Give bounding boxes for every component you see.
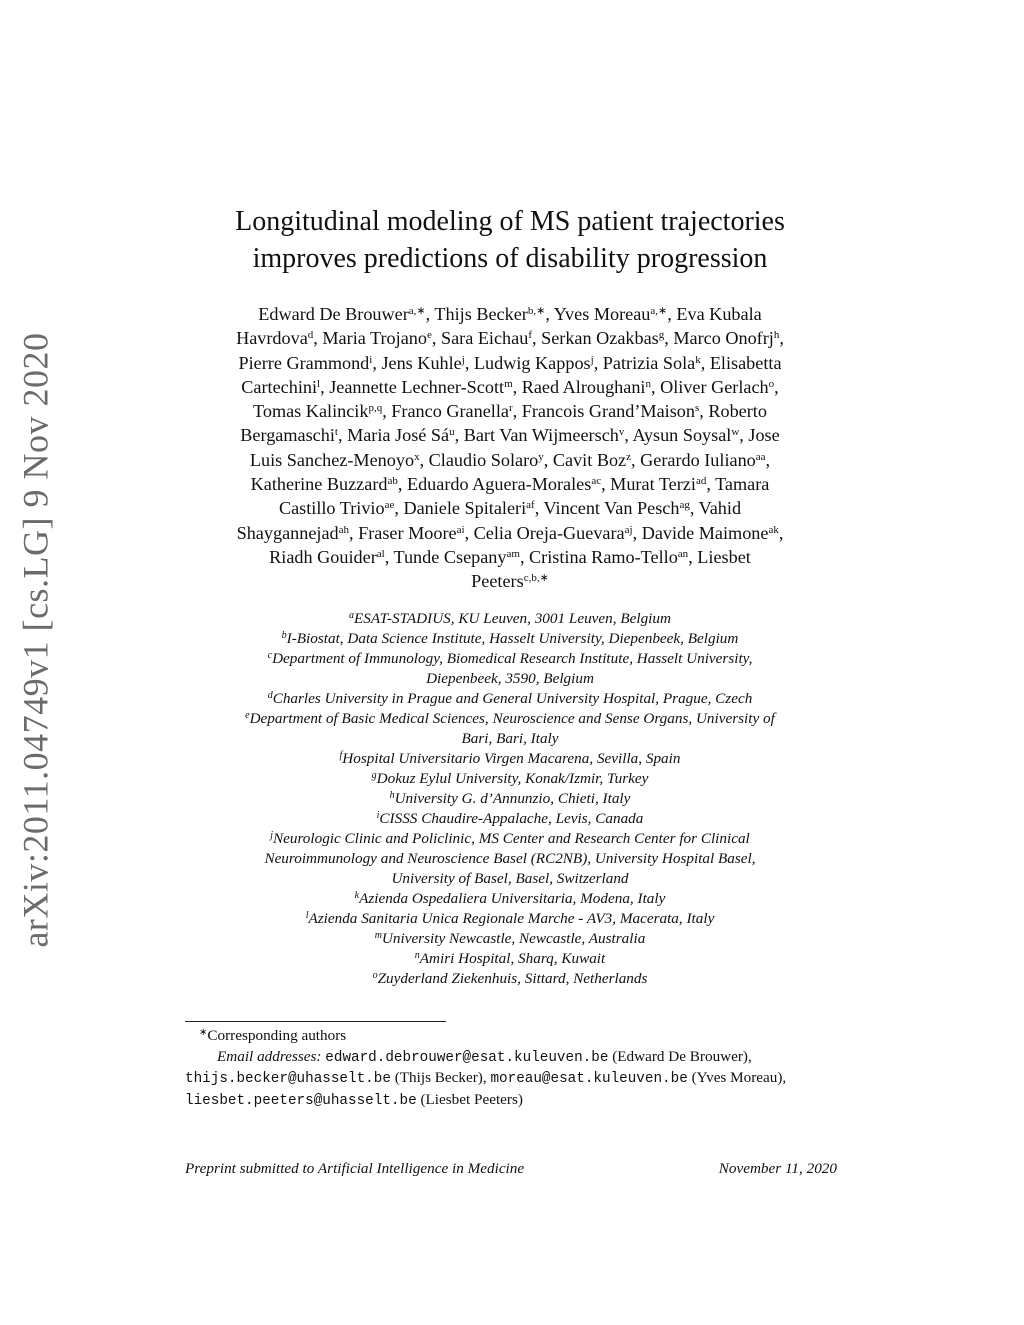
author-sup: n (645, 377, 651, 390)
affiliation-j: $^j$Neurologic Clinic and Policlinic, MS Center and Research Center for Clinical (270, 830, 750, 847)
author-name: Maria Trojano (322, 328, 427, 349)
author-name: Serkan Ozakbas (541, 328, 659, 349)
author-sup: j (590, 353, 594, 366)
author-name: Patrizia Sola (602, 352, 696, 373)
author-name: Jeannette Lechner-Scott (329, 376, 505, 397)
author-sup: aa (755, 450, 766, 463)
author-name-part: Vahid (698, 498, 742, 519)
author-sup: k (695, 353, 701, 366)
author-name-part: Elisabetta (709, 352, 782, 373)
email-link[interactable]: edward.debrouwer@esat.kuleuven.be (325, 1049, 609, 1066)
author-sup: al (376, 547, 385, 560)
author-name-part: Tamara (715, 474, 770, 495)
author-sup: f (528, 329, 532, 342)
author-sup: a,∗ (408, 305, 426, 317)
author-name: Murat Terzi (610, 474, 696, 495)
author-sup: x (414, 450, 420, 463)
affiliation-h: $^h$University G. d’Annunzio, Chieti, Italy (389, 790, 631, 807)
author-name: Sara Eichau (440, 328, 529, 349)
author-sup: i (369, 353, 373, 366)
author-sup: r (508, 402, 513, 415)
affiliation-g: $^g$Dokuz Eylul University, Konak/Izmir, Turkey (371, 770, 649, 787)
email-line: Email addresses: edward.debrouwer@esat.kuleuven.be (Edward De Brouwer), (217, 1047, 752, 1066)
affiliation-k: $^k$Azienda Ospedaliera Universitaria, Modena, Italy (354, 890, 666, 907)
author-name-part: Havrdova (236, 328, 308, 349)
author-name-part: Eva Kubala (676, 304, 762, 324)
author-name: Tomas Kalincik (253, 401, 369, 422)
author-name: Thijs Becker (434, 304, 528, 324)
affiliation-f: $^f$Hospital Universitario Virgen Macarena, Sevilla, Spain (339, 750, 681, 767)
footnote-divider (185, 1021, 446, 1022)
author-sup: ad (695, 475, 707, 488)
author-sup: h (773, 329, 780, 342)
email-line: thijs.becker@uhasselt.be (Thijs Becker), moreau@esat.kuleuven.be (Yves Moreau), (185, 1069, 787, 1087)
author-sup: ab (387, 475, 398, 488)
affiliation-e-cont: Bari, Bari, Italy (461, 730, 559, 747)
affiliation-o: $^o$Zuyderland Ziekenhuis, Sittard, Netherlands (372, 970, 648, 987)
affiliation-d: $^d$Charles University in Prague and General University Hospital, Prague, Czech (267, 690, 753, 707)
author-name: Daniele Spitaleri (403, 498, 527, 519)
affiliation-b: $^b$I-Biostat, Data Science Institute, Hasselt University, Diepenbeek, Belgium (281, 630, 739, 647)
author-sup: af (526, 499, 535, 512)
author-sup: d (307, 329, 314, 342)
author-name: Ludwig Kappos (473, 352, 591, 373)
arxiv-stamp (4, 332, 68, 948)
author-line: Castillo Trivio$^{ae}$, Daniele Spitaleri$^{af}$, Vincent Van Pesch$^{ag}$, Vahid (278, 498, 742, 519)
affiliation-j-cont: Neuroimmunology and Neuroscience Basel (RC2NB), University Hospital Basel, (264, 850, 756, 867)
author-line: Katherine Buzzard$^{ab}$, Eduardo Aguera-Morales$^{ac}$, Murat Terzi$^{ad}$, Tamara (250, 474, 770, 495)
author-name-part: Luis Sanchez-Menoyo (249, 449, 415, 470)
affiliation-list (185, 609, 835, 989)
author-sup: v (618, 426, 625, 439)
author-sup: t (334, 426, 338, 439)
author-sup: ac (591, 475, 602, 488)
email-link[interactable]: thijs.becker@uhasselt.be (185, 1071, 391, 1087)
affiliation-c: $^c$Department of Immunology, Biomedical Research Institute, Hasselt University, (267, 650, 753, 667)
author-name-part: Castillo Trivio (278, 498, 385, 519)
preprint-journal: Preprint submitted to Artificial Intelligence in Medicine (185, 1160, 525, 1177)
author-name: Yves Moreau (553, 304, 651, 324)
author-sup: am (506, 547, 520, 560)
title-line: improves predictions of disability progression (252, 243, 768, 274)
author-sup: g (658, 329, 665, 342)
author-name-part: Cartechini (241, 376, 318, 397)
author-line: Pierre Grammond$^i$, Jens Kuhle$^j$, Ludwig Kappos$^j$, Patrizia Sola$^k$, Elisabetta (238, 352, 782, 373)
email-link[interactable]: moreau@esat.kuleuven.be (490, 1071, 688, 1087)
author-sup: l (317, 377, 321, 390)
author-name-part: Peeters (471, 571, 524, 592)
author-name: Fraser Moore (358, 522, 457, 543)
author-line: Tomas Kalincik$^{p,q}$, Franco Granella$^r$, Francois Grand’Maison$^s$, Roberto (253, 401, 767, 422)
author-name: Edward De Brouwer (258, 304, 409, 324)
author-name: Celia Oreja-Guevara (473, 522, 625, 543)
author-sup: m (504, 377, 513, 390)
author-name: Jens Kuhle (381, 352, 462, 373)
paper-title (185, 203, 835, 277)
author-sup: an (677, 547, 689, 560)
author-name: Claudio Solaro (428, 449, 539, 470)
author-name: Vincent Van Pesch (543, 498, 680, 519)
affiliation-n: $^n$Amiri Hospital, Sharq, Kuwait (414, 950, 606, 967)
author-sup: e (426, 329, 432, 342)
affiliation-i: $^i$CISSS Chaudire-Appalache, Levis, Canada (376, 810, 644, 827)
author-sup: o (768, 377, 775, 390)
author-sup: w (731, 426, 740, 439)
preprint-date: November 11, 2020 (718, 1160, 837, 1177)
author-name: Raed Alroughani (521, 376, 646, 397)
affiliation-j-cont: University of Basel, Basel, Switzerland (391, 870, 629, 887)
author-name: Gerardo Iuliano (640, 449, 756, 470)
author-sup: b,∗ (527, 305, 546, 317)
author-sup: a,∗ (650, 305, 668, 317)
title-line: Longitudinal modeling of MS patient trajectories (235, 206, 785, 237)
author-sup: ag (679, 499, 690, 512)
author-list (185, 302, 835, 594)
author-name: Bart Van Wijmeersch (463, 425, 619, 446)
corresponding-note: ∗Corresponding authors (199, 1027, 347, 1044)
author-name: Eduardo Aguera-Morales (406, 474, 592, 495)
author-sup: u (449, 426, 455, 439)
author-name: Cavit Boz (552, 449, 627, 470)
preprint-footer (185, 1160, 837, 1178)
author-sup: s (694, 402, 700, 415)
affiliation-a: $^a$ESAT-STADIUS, KU Leuven, 3001 Leuven, Belgium (349, 610, 671, 627)
affiliation-m: $^m$University Newcastle, Newcastle, Australia (374, 930, 646, 947)
email-link[interactable]: liesbet.peeters@uhasselt.be (185, 1092, 417, 1109)
author-name-part: Jose (748, 425, 780, 446)
author-name: Oliver Gerlach (660, 376, 769, 397)
email-line: liesbet.peeters@uhasselt.be (Liesbet Peeters) (185, 1090, 523, 1109)
author-name: Marco Onofrj (673, 328, 774, 349)
author-sup: p,q (368, 402, 383, 415)
author-sup: z (626, 450, 632, 463)
author-line: Edward De Brouwer$^{a,∗}$, Thijs Becker$^{b,∗}$, Yves Moreau$^{a,∗}$, Eva Kubala (258, 304, 762, 324)
author-name: Francois Grand’Maison (521, 401, 695, 422)
author-name-part: Liesbet (697, 546, 751, 567)
author-name: Maria José Sá (347, 425, 450, 446)
footnote (185, 1026, 837, 1111)
author-line: Cartechini$^l$, Jeannette Lechner-Scott$^m$, Raed Alroughani$^n$, Oliver Gerlach$^o$, (241, 376, 779, 397)
author-sup: aj (624, 523, 633, 536)
arxiv-stamp-text: arXiv:2011.04749v1 [cs.LG] 9 Nov 2020 (16, 332, 56, 948)
author-name-part: Roberto (708, 401, 767, 422)
author-line (185, 569, 835, 593)
author-line: Shaygannejad$^{ah}$, Fraser Moore$^{ai}$, Celia Oreja-Guevara$^{aj}$, Davide Maimone$^{ak}$, (236, 522, 784, 543)
author-line: Havrdova$^d$, Maria Trojano$^e$, Sara Eichau$^f$, Serkan Ozakbas$^g$, Marco Onofrj$^h$, (236, 328, 784, 349)
email-label: Email addresses: (217, 1047, 322, 1065)
affiliation-c-cont: Diepenbeek, 3590, Belgium (426, 670, 594, 687)
author-name: Riadh Gouider (269, 546, 377, 567)
author-name: Franco Granella (391, 401, 509, 422)
author-sup: ah (338, 523, 350, 536)
author-sup: ak (768, 523, 779, 536)
author-sup: ai (456, 523, 465, 536)
author-name: Aysun Soysal (632, 425, 732, 446)
author-line: Bergamaschi$^t$, Maria José $Sá^u$, Bart Van Wijmeersch$^v$, Aysun Soysal$^w$, Jose (240, 425, 780, 446)
author-name-part: Bergamaschi (240, 425, 335, 446)
author-line: Luis Sanchez-Menoyo$^x$, Claudio Solaro$^y$, Cavit Boz$^z$, Gerardo Iuliano$^{aa}$, (249, 449, 771, 470)
author-line: Riadh Gouider$^{al}$, Tunde Csepany$^{am}$, Cristina Ramo-Tello$^{an}$, Liesbet (269, 546, 751, 567)
affiliation-l: $^l$Azienda Sanitaria Unica Regionale Marche - AV3, Macerata, Italy (305, 910, 715, 927)
author-name: Davide Maimone (641, 522, 769, 543)
affiliation-e: $^e$Department of Basic Medical Sciences, Neuroscience and Sense Organs, University of (245, 710, 775, 727)
author-name: Katherine Buzzard (250, 474, 388, 495)
author-name-part: Shaygannejad (236, 522, 339, 543)
author-name: Cristina Ramo-Tello (529, 546, 678, 567)
author-sup: y (538, 450, 544, 463)
author-name: Tunde Csepany (393, 546, 507, 567)
author-name: Pierre Grammond (238, 352, 370, 373)
author-sup: c,b,∗ (523, 572, 549, 585)
author-sup: j (461, 353, 465, 366)
author-sup: ae (384, 499, 395, 512)
